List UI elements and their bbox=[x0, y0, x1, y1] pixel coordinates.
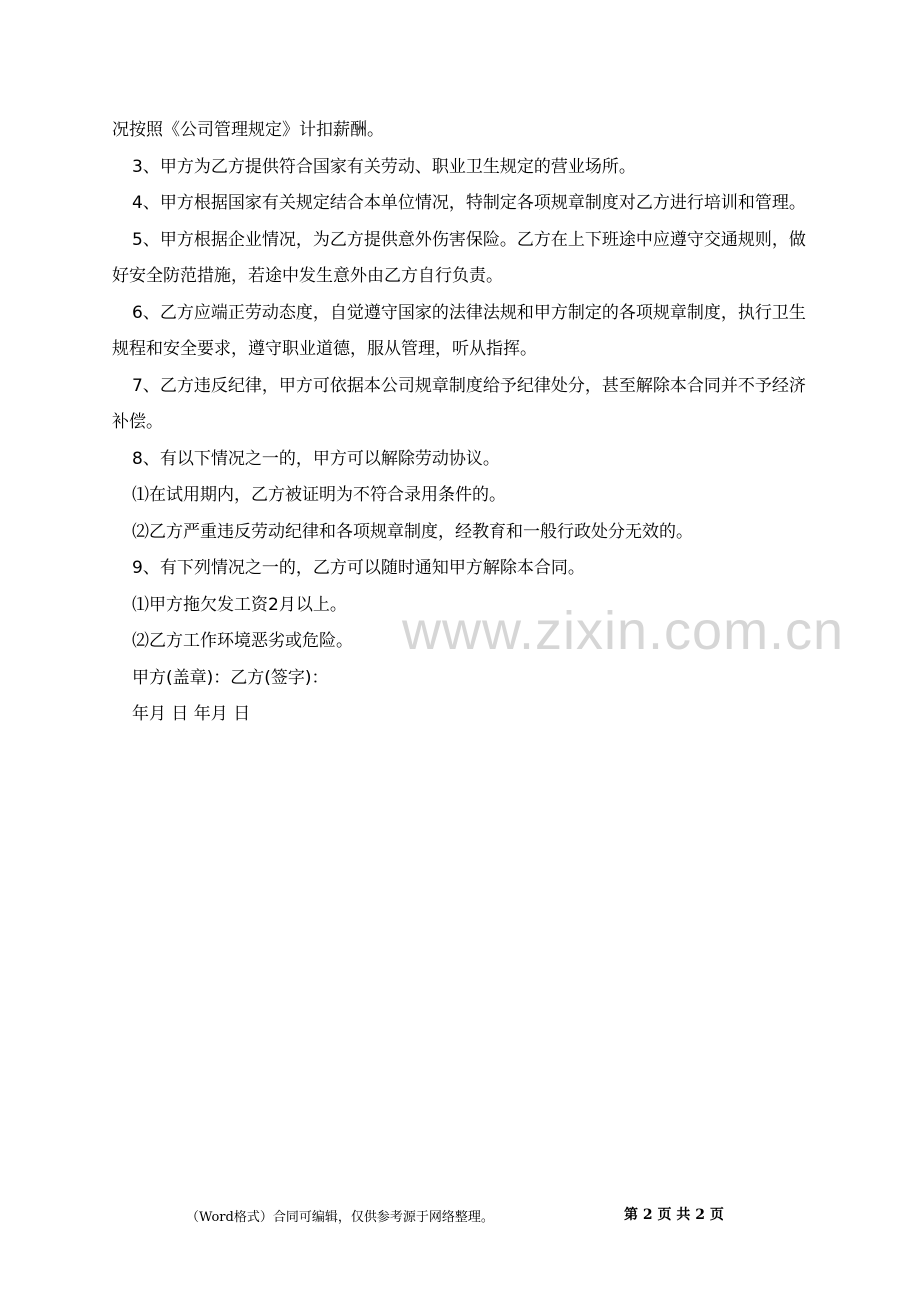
paragraph: 6、乙方应端正劳动态度，自觉遵守国家的法律法规和甲方制定的各项规章制度，执行卫生规程和安全要求，遵守职业道德，服从管理，听从指挥。 bbox=[112, 302, 806, 359]
paragraph: 况按照《公司管理规定》计扣薪酬。 bbox=[112, 120, 384, 140]
paragraph: 8、有以下情况之一的，甲方可以解除劳动协议。 bbox=[132, 448, 500, 469]
paragraph: 5、甲方根据企业情况，为乙方提供意外伤害保险。乙方在上下班途中应遵守交通规则，做好安全防范措施，若途中发生意外由乙方自行负责。 bbox=[112, 229, 806, 286]
date-line: 年月 日 年月 日 bbox=[132, 704, 251, 724]
watermark: www.zixin.com.cn bbox=[402, 601, 845, 661]
paragraph: ⑵乙方严重违反劳动纪律和各项规章制度，经教育和一般行政处分无效的。 bbox=[132, 521, 693, 542]
paragraph: ⑵乙方工作环境恶劣或危险。 bbox=[132, 631, 353, 651]
paragraph: 9、有下列情况之一的，乙方可以随时通知甲方解除本合同。 bbox=[132, 558, 585, 578]
paragraph: 7、乙方违反纪律，甲方可依据本公司规章制度给予纪律处分，甚至解除本合同并不予经济补偿。 bbox=[112, 375, 806, 432]
paragraph: 3、甲方为乙方提供符合国家有关劳动、职业卫生规定的营业场所。 bbox=[132, 156, 636, 177]
signature-line: 甲方(盖章)：乙方(签字)： bbox=[132, 667, 329, 688]
page-number: 第 2 页 共 2 页 bbox=[624, 1207, 724, 1223]
paragraph: ⑴甲方拖欠发工资2月以上。 bbox=[132, 594, 347, 615]
footer-note: （Word格式）合同可编辑，仅供参考源于网络整理。 bbox=[186, 1210, 494, 1225]
paragraph: 4、甲方根据国家有关规定结合本单位情况，特制定各项规章制度对乙方进行培训和管理。 bbox=[132, 193, 806, 213]
paragraph: ⑴在试用期内，乙方被证明为不符合录用条件的。 bbox=[132, 485, 506, 505]
